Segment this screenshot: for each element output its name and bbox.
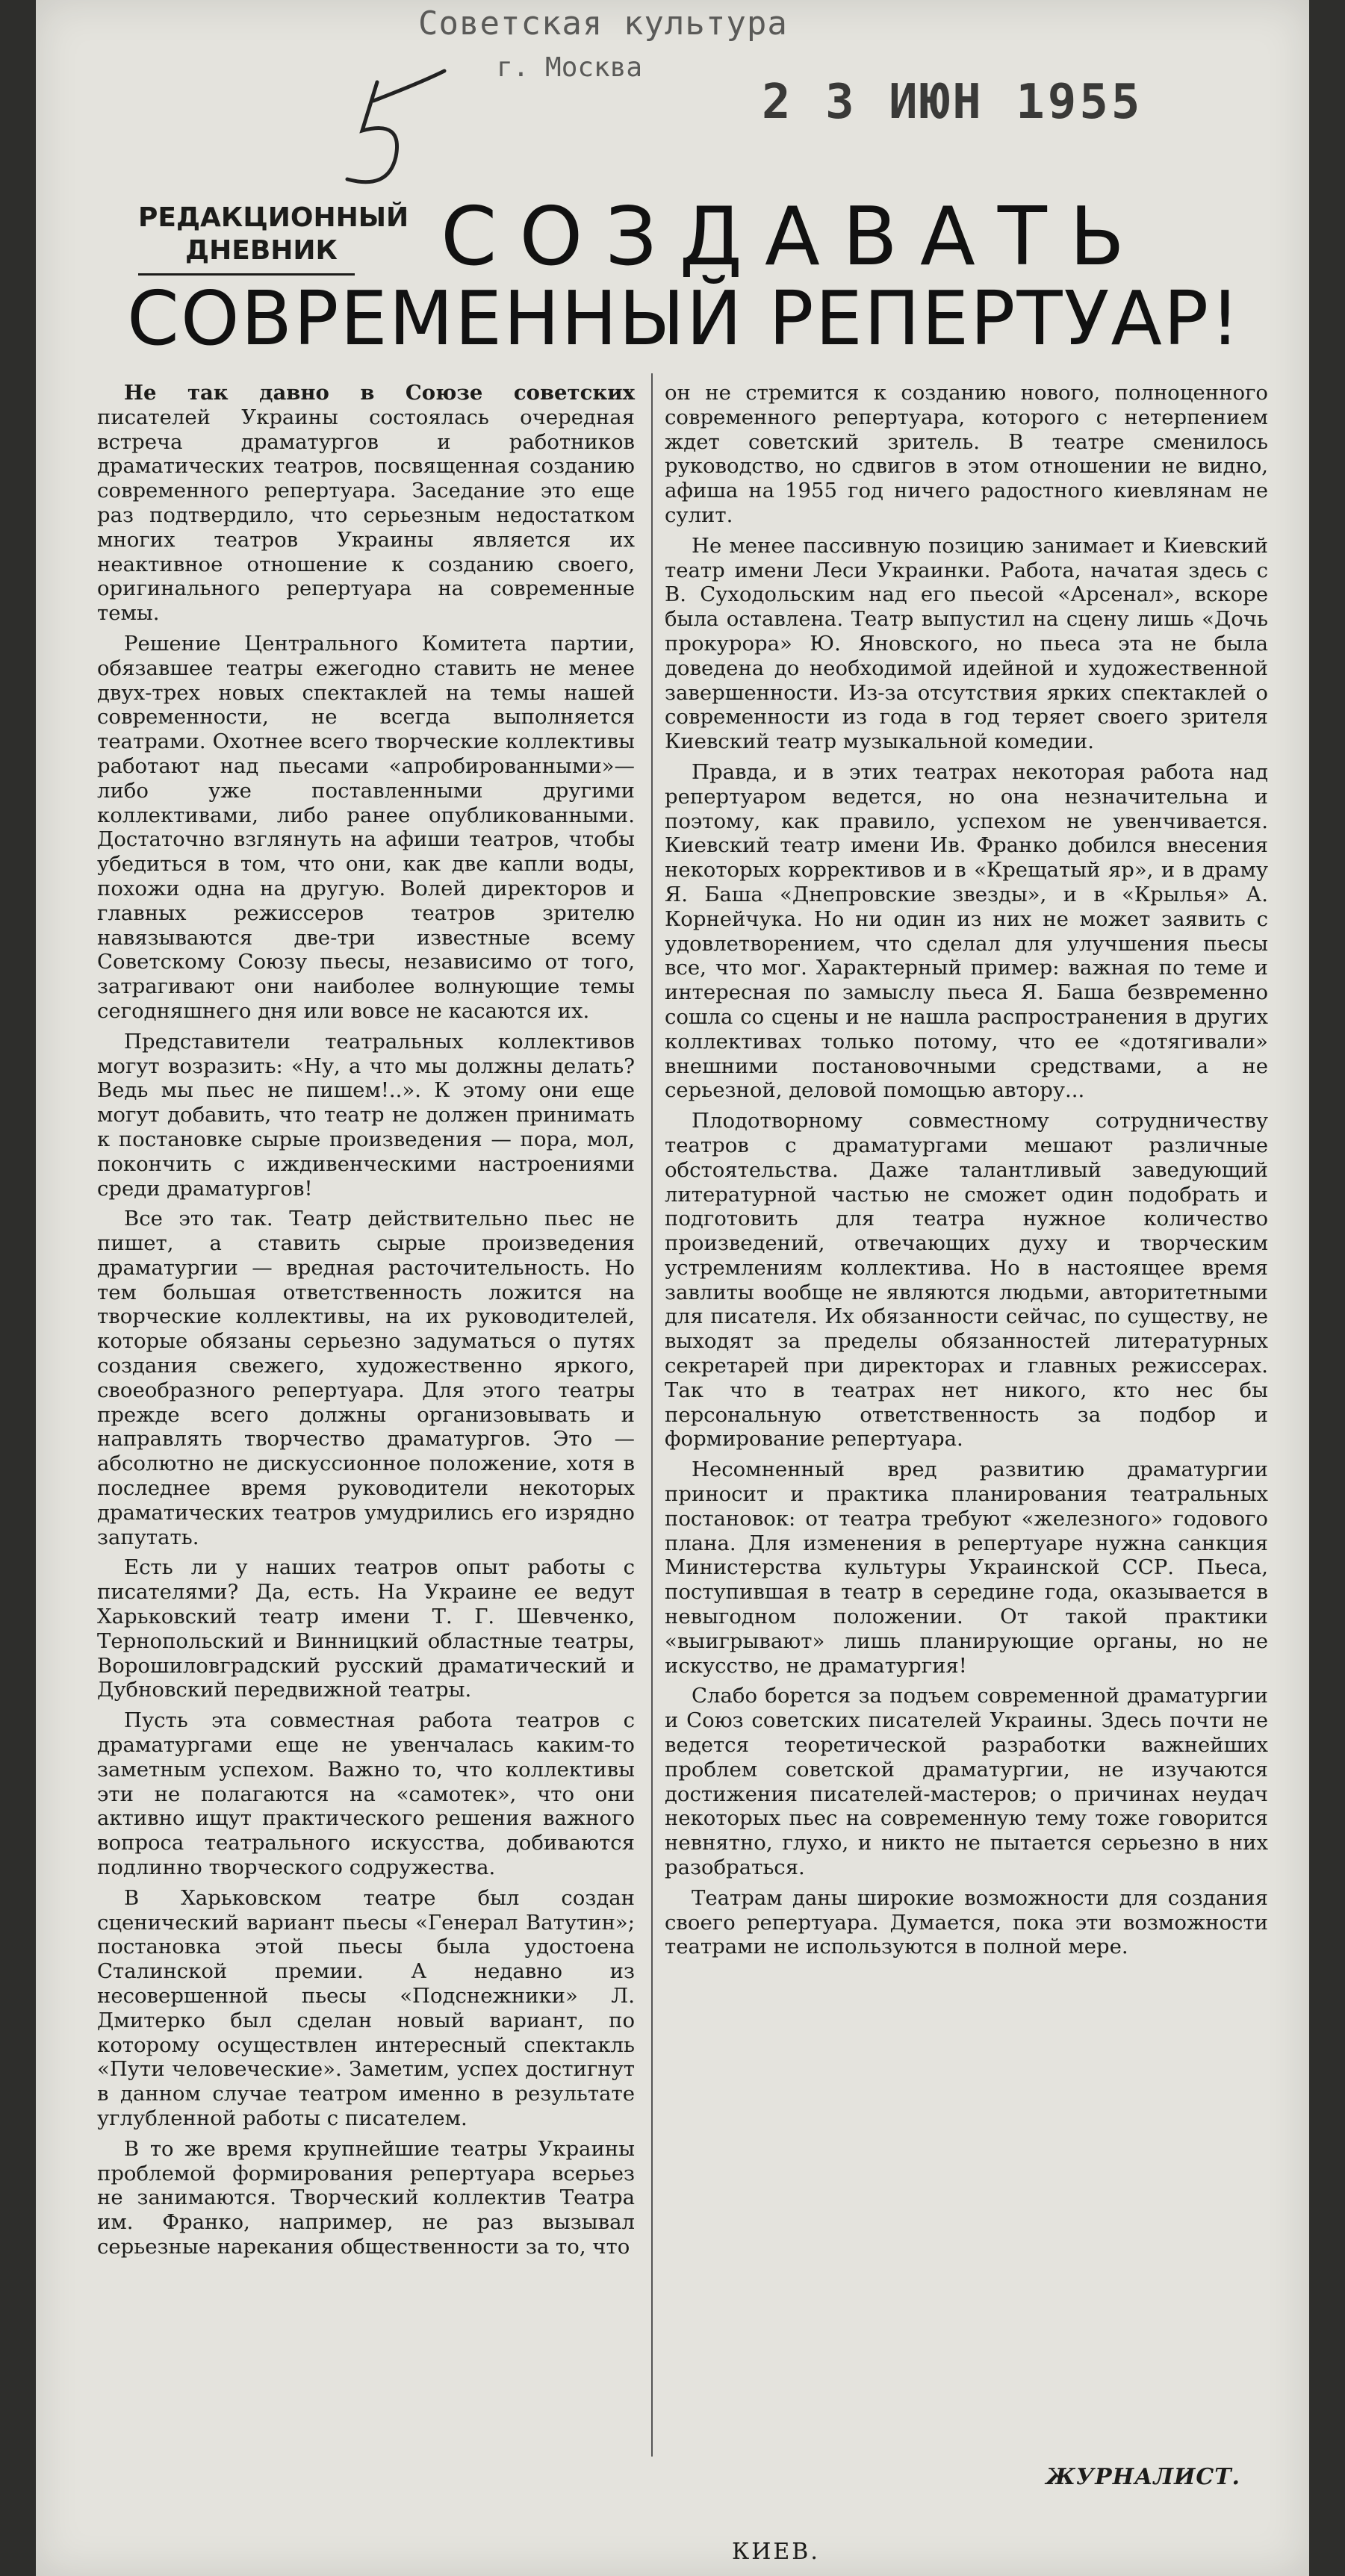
paragraph: Правда, и в этих театрах некоторая работа над репертуаром ведется, но она незначительна и поэтому, как правило, успехом не увенчивается. Киевский театр имени Ив. Франко добился внесения некоторых коррективов и в «Крещатый яр», и в драму Я. Баша «Днепровские звезды», и в «Крылья» А. Корнейчука. Но ни один из них не может заявить с удовлетворением, что сделал для улучшения пьесы все, что мог. Характерный пример: важная по теме и интересная по замыслу пьеса Я. Баша безвременно сошла со сцены и не нашла распространения в других коллективах только потому, что ее «дотягивали» внешними постановочными средствами, а не серьезной, деловой помощью автору...	[665, 759, 1268, 1103]
paragraph: Решение Центрального Комитета партии, обязавшее театры ежегодно ставить не менее двух-трех новых спектаклей на темы нашей современности, не всегда выполняется театрами. Охотнее всего творческие коллективы работают над пьесами «апробированными»—либо уже поставленными другими коллективами, либо ранее опубликованными. Достаточно взглянуть на афиши театров, чтобы убедиться в том, что они, как две капли воды, похожи одна на другую. Волей директоров и главных режиссеров театров зрителю навязываются две-три известные всему Советскому Союзу пьесы, независимо от того, затрагивают они наиболее волнующие темы сегодняшнего дня или вовсе не касаются их.	[97, 631, 635, 1023]
article-column-left	[97, 381, 635, 2265]
column-divider	[651, 373, 653, 2457]
author-signature: ЖУРНАЛИСТ.	[1046, 2464, 1240, 2490]
stamp-newspaper-name: Советская культура	[418, 4, 788, 43]
paragraph: Театрам даны широкие возможности для создания своего репертуара. Думается, пока эти возможности театрами не используются в полной мере.	[665, 1885, 1268, 1959]
paragraph: Представители театральных коллективов могут возразить: «Ну, а что мы должны делать? Ведь мы пьес не пишем!..». К этому они еще могут добавить, что театр не должен принимать к постановке сырые произведения — пора, мол, покончить с иждивенческими настроениями среди драматургов!	[97, 1029, 635, 1201]
paragraph: он не стремится к созданию нового, полноценного современного репертуара, которого с нетерпением ждет советский зритель. В театре сменилось руководство, но сдвигов в этом отношении не видно, афиша на 1955 год ничего радостного киевлянам не сулит.	[665, 381, 1268, 527]
stamp-city: г. Москва	[497, 52, 643, 83]
rubric-label: РЕДАКЦИОННЫЙ ДНЕВНИК	[138, 202, 409, 266]
paragraph: Несомненный вред развитию драматургии приносит и практика планирования театральных постановок: от театра требуют «железного» годового плана. Для изменения в репертуаре нужна санкция Министерства культуры Украинской ССР. Пьеса, поступившая в театр в середине года, оказывается в невыгодном положении. От такой практики «выигрывают» лишь планирующие органы, но не искусство, не драматургия!	[665, 1457, 1268, 1678]
headline-line-1: СОЗДАВАТЬ	[441, 190, 1147, 284]
paragraph: Плодотворному совместному сотрудничеству театров с драматургами мешают различные обстоятельства. Даже талантливый заведующий литературной частью не сможет один подобрать и подготовить для театра нужное количество произведений, отвечающих духу и творческим устремлениям коллектива. Но в настоящее время завлиты вообще не являются людьми, авторитетными для писателя. Их обязанности сейчас, по существу, не выходят за пределы обязанностей литературных секретарей при директорах и главных режиссерах. Так что в театрах нет никого, кто нес бы персональную ответственность за подбор и формирование репертуара.	[665, 1109, 1268, 1452]
paragraph: В Харьковском театре был создан сценический вариант пьесы «Генерал Ватутин»; постановка этой пьесы была удостоена Сталинской премии. А недавно из несовершенной пьесы «Подснежники» Л. Дмитерко был сделан новый вариант, по которому осуществлен интересный спектакль «Пути человеческие». Заметим, успех достигнут в данном случае театром именно в результате углубленной работы с писателем.	[97, 1885, 635, 2130]
headline-line-2: СОВРЕМЕННЫЙ РЕПЕРТУАР!	[127, 275, 1242, 362]
stamp-date: 2 3 ИЮН 1955	[762, 75, 1143, 130]
dateline-place: КИЕВ.	[732, 2539, 820, 2565]
article-column-right	[665, 381, 1268, 1965]
paragraph: В то же время крупнейшие театры Украины проблемой формирования репертуара всерьез не занимаются. Творческий коллектив Театра им. Франко, например, не раз вызывал серьезные нарекания общественности за то, что	[97, 2136, 635, 2259]
paragraph: Все это так. Театр действительно пьес не пишет, а ставить сырые произведения драматургии — вредная расточительность. Но тем большая ответственность ложится на творческие коллективы, на их руководителей, которые обязаны серьезно задуматься о путях создания свежего, художественно яркого, своеобразного репертуара. Для этого театры прежде всего должны организовывать и направлять творчество драматургов. Это — абсолютно не дискуссионное положение, хотя в последнее время руководители некоторых драматических театров умудрились его изрядно запутать.	[97, 1207, 635, 1549]
paragraph: Не так давно в Союзе советских писателей Украины состоялась очередная встреча драматургов и работников драматических театров, посвященная созданию современного репертуара. Заседание это еще раз подтвердило, что серьезным недостатком многих театров Украины является их неактивное отношение к созданию своего, оригинального репертуара на современные темы.	[97, 381, 635, 626]
paragraph: Слабо борется за подъем современной драматургии и Союз советских писателей Украины. Здесь почти не ведется теоретической разработки важнейших проблем советской драматургии, не изучаются достижения писателей-мастеров; о причинах неудач некоторых пьес на современную тему тоже говорится невнятно, глухо, и никто не пытается серьезно в них разобраться.	[665, 1684, 1268, 1880]
paragraph: Пусть эта совместная работа театров с драматургами еще не увенчалась каким-то заметным успехом. Важно то, что коллективы эти не полагаются на «самотек», что они активно ищут практического решения важного вопроса театрального искусства, добиваются подлинно творческого содружества.	[97, 1708, 635, 1880]
handwritten-mark	[332, 67, 467, 205]
paragraph: Не менее пассивную позицию занимает и Киевский театр имени Леси Украинки. Работа, начатая здесь с В. Суходольским над его пьесой «Арсенал», вскоре была оставлена. Театр выпустил на сцену лишь «Дочь прокурора» Ю. Яновского, но пьеса эта не была доведена до необходимой идейной и художественной завершенности. Из-за отсутствия ярких спектаклей о современности из года в год теряет своего зрителя Киевский театр музыкальной комедии.	[665, 533, 1268, 754]
paragraph: Есть ли у наших театров опыт работы с писателями? Да, есть. На Украине ее ведут Харьковский театр имени Т. Г. Шевченко, Тернопольский и Винницкий областные театры, Ворошиловградский русский драматический и Дубновский передвижной театры.	[97, 1555, 635, 1702]
